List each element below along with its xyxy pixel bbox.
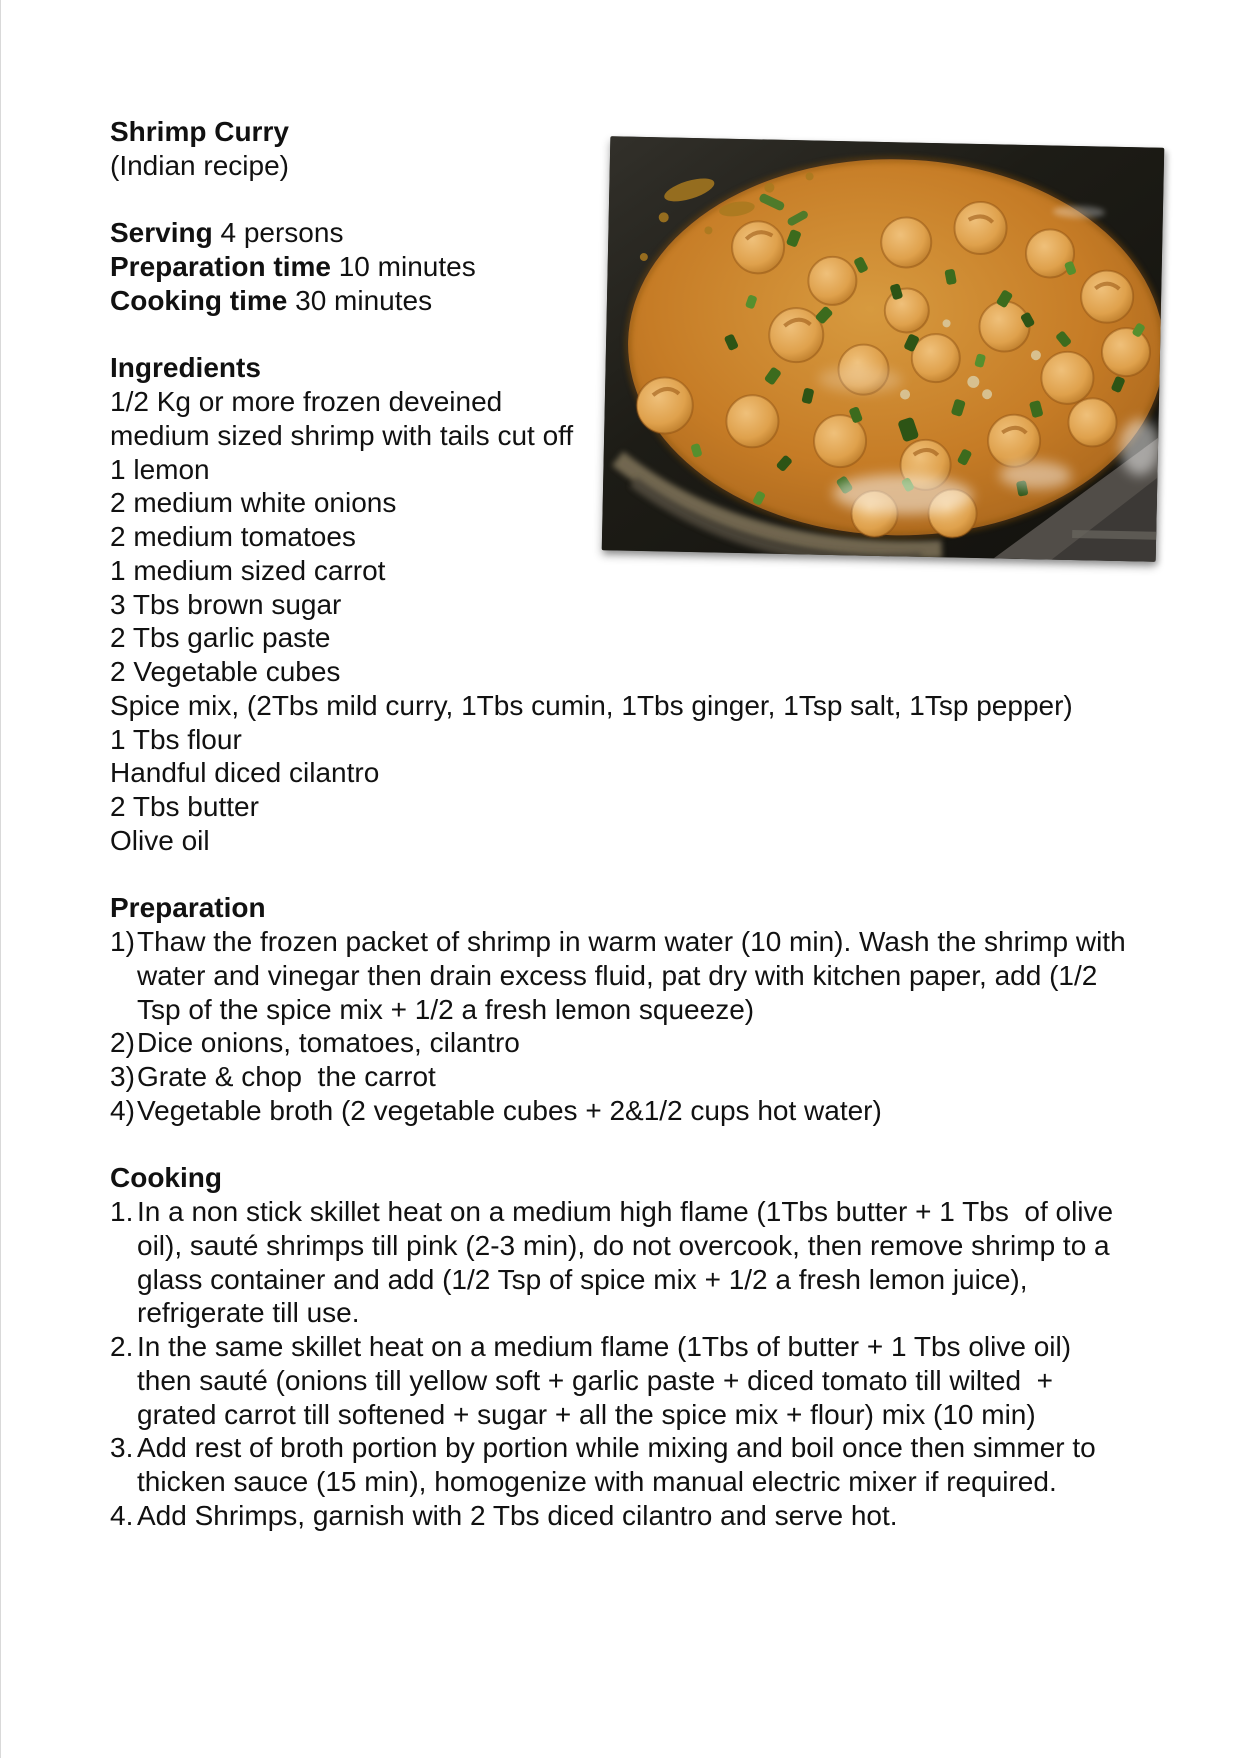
- step-number: 1): [110, 926, 135, 957]
- ingredient-line: medium sized shrimp with tails cut off: [110, 419, 574, 451]
- ingredients-heading: Ingredients: [110, 352, 261, 384]
- ingredient-line: Handful diced cilantro: [110, 757, 380, 789]
- spacer: [110, 1128, 1253, 1162]
- step-number: 2.: [110, 1331, 134, 1362]
- ingredient-line: 1 lemon: [110, 453, 210, 485]
- cooking-steps: [110, 1195, 1253, 1533]
- meta-cooking-time-value: 30 minutes: [287, 284, 433, 316]
- preparation-step: [110, 925, 1253, 1026]
- meta-preparation-time-value: 10 minutes: [330, 251, 476, 282]
- step-text: Add Shrimps, garnish with 2 Tbs diced cilantro and serve hot.: [137, 1499, 898, 1531]
- step-number: 3.: [110, 1432, 134, 1464]
- cooking-step: [110, 1330, 1253, 1431]
- meta-cooking-time-label: Cooking time: [110, 284, 288, 316]
- shrimp-curry-pan-illustration: [602, 136, 1165, 562]
- step-text: In a non stick skillet heat on a medium high flame (1Tbs butter + 1 Tbs of olive oil), sauté shrimps till pink (2-3 min), do not overcook, then remove shrimp to a glass container and add (1/2 Tsp of spice mix + 1/2 a fresh lemon juice), refrigerate till use.: [137, 1196, 1114, 1329]
- cooking-heading: Cooking: [110, 1162, 222, 1194]
- recipe-photo: [602, 136, 1165, 562]
- ingredient-line: 2 medium tomatoes: [110, 521, 356, 552]
- ingredient-line: 1/2 Kg or more frozen deveined: [110, 386, 503, 417]
- recipe-title: Shrimp Curry: [110, 116, 289, 147]
- ingredient-line: Olive oil: [110, 824, 210, 856]
- ingredient-line: 1 medium sized carrot: [110, 554, 386, 586]
- ingredient-line: 1 Tbs flour: [110, 723, 242, 755]
- step-text: Vegetable broth (2 vegetable cubes + 2&1/2 cups hot water): [137, 1094, 882, 1126]
- ingredient-line: 2 Tbs garlic paste: [110, 622, 331, 654]
- recipe-subtitle: (Indian recipe): [110, 149, 289, 181]
- step-text: Thaw the frozen packet of shrimp in warm water (10 min). Wash the shrimp with water and vinegar then drain excess fluid, pat dry with kitchen paper, add (1/2 Tsp of the spice mix + 1/2 a fresh lemon squeeze): [137, 926, 1126, 1025]
- meta-serving-value: 4 persons: [212, 217, 344, 249]
- preparation-heading: Preparation: [110, 892, 266, 924]
- step-number: 4.: [110, 1499, 134, 1531]
- cooking-step: [110, 1431, 1253, 1499]
- meta-serving-label: Serving: [110, 217, 213, 249]
- preparation-step: [110, 1060, 1253, 1094]
- cooking-step: [110, 1499, 1253, 1533]
- preparation-step: [110, 1094, 1253, 1128]
- preparation-steps: [110, 925, 1253, 1128]
- ingredient-line: 2 medium white onions: [110, 487, 397, 519]
- ingredient-line: 2 Tbs butter: [110, 791, 259, 822]
- preparation-step: [110, 1026, 1253, 1060]
- spacer: [110, 858, 1253, 892]
- step-text: Dice onions, tomatoes, cilantro: [137, 1027, 520, 1059]
- step-text: Add rest of broth portion by portion while mixing and boil once then simmer to thicken sauce (15 min), homogenize with manual electric mixer if required.: [137, 1432, 1096, 1497]
- step-number: 2): [110, 1027, 135, 1059]
- ingredient-line: 3 Tbs brown sugar: [110, 588, 342, 620]
- cooking-step: [110, 1195, 1253, 1330]
- meta-preparation-time-label: Preparation time: [110, 251, 331, 282]
- step-number: 1.: [110, 1196, 134, 1227]
- step-number: 4): [110, 1094, 135, 1126]
- step-text: Grate & chop the carrot: [137, 1061, 436, 1092]
- ingredient-line: Spice mix, (2Tbs mild curry, 1Tbs cumin, 1Tbs ginger, 1Tsp salt, 1Tsp pepper): [110, 689, 1073, 721]
- step-number: 3): [110, 1061, 135, 1092]
- step-text: In the same skillet heat on a medium flame (1Tbs of butter + 1 Tbs olive oil) then sauté (onions till yellow soft + garlic paste + diced tomato till wilted + grated carrot till softened + sugar + all the spice mix + flour) mix (10 min): [137, 1331, 1072, 1430]
- ingredient-line: 2 Vegetable cubes: [110, 656, 341, 687]
